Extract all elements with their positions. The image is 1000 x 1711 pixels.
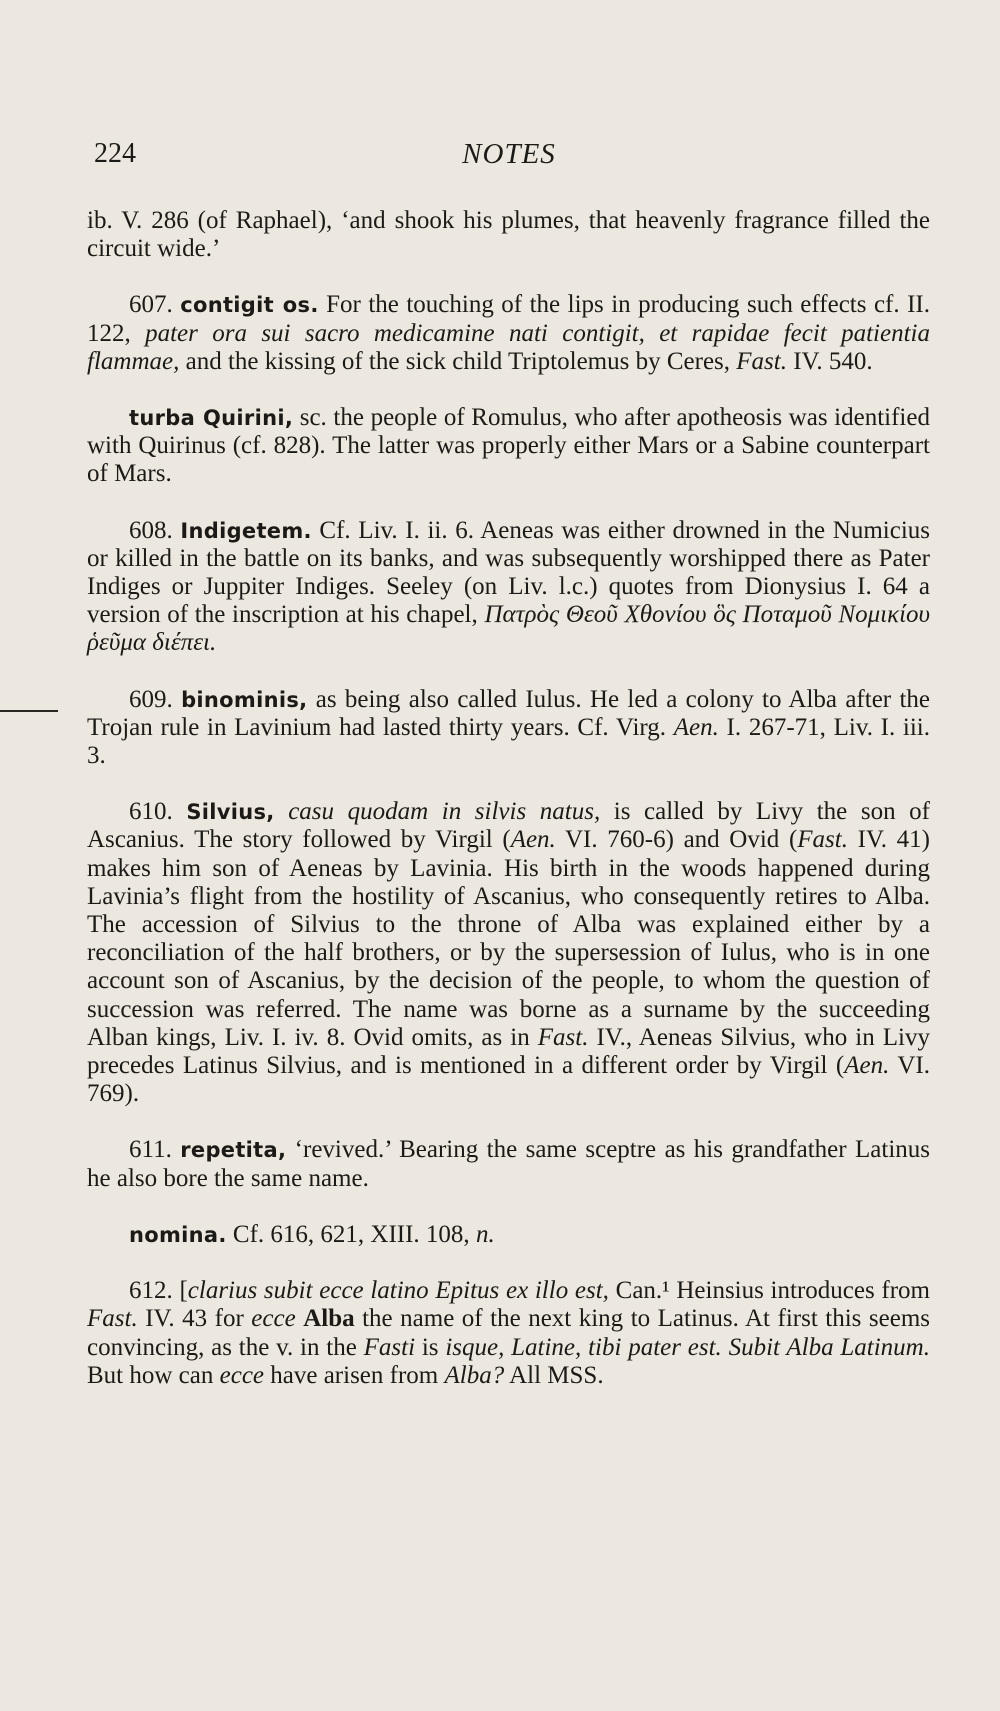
note-turba bbox=[87, 404, 930, 489]
note-number: 607. bbox=[129, 291, 173, 319]
quotation: isque, Latine, tibi pater est. Subit Alba Latinum. bbox=[445, 1333, 930, 1361]
note-text: IV. 43 for bbox=[137, 1305, 252, 1333]
lemma: Alba bbox=[303, 1305, 355, 1333]
note-number: 612. bbox=[129, 1277, 173, 1305]
margin-mark bbox=[0, 710, 58, 712]
quotation: ecce bbox=[251, 1305, 296, 1333]
quotation: casu quodam in silvis natus, bbox=[288, 798, 601, 826]
note-text: and the kissing of the sick child Triptolemus by Ceres, bbox=[179, 347, 737, 375]
note-text: IV. 540. bbox=[786, 347, 873, 375]
citation: Fast. bbox=[797, 826, 848, 854]
citation: Fast. bbox=[736, 347, 787, 375]
note-number: 608. bbox=[129, 516, 173, 544]
citation: Aen. bbox=[510, 826, 556, 854]
note-612 bbox=[87, 1277, 930, 1390]
note-number: 611. bbox=[129, 1136, 172, 1164]
note-text: is bbox=[415, 1333, 446, 1361]
note-text: IV. 41) makes him son of Aeneas by Lavinia. His birth in the woods happened during Lavinia’s flight from the hostility of Ascanius, who consequently retires to Alba. The accession of Silvius to the throne of Alba was explained either by a reconciliation of the half brothers, or by the supersession of Iulus, who is in one account son of Ascanius, by the decision of the people, to whom the question of succession was referred. The name was borne as a surname by the succeeding Alban kings, Liv. I. iv. 8. Ovid omits, as in bbox=[87, 826, 931, 1051]
lemma: binominis, bbox=[181, 687, 308, 712]
note-611 bbox=[87, 1136, 930, 1192]
note-text: ib. V. 286 (of Raphael), ‘and shook his plumes, that heavenly fragrance filled the circuit wide.’ bbox=[87, 207, 930, 263]
note-text: IV., Aeneas Silvius, who in Livy precedes Latinus Silvius, and is mentioned in a different order by Virgil ( bbox=[87, 1023, 930, 1080]
note-paragraph bbox=[87, 207, 930, 263]
note-text: as being also called Iulus. He led a colony to Alba after the Trojan rule in Lavinium had lasted thirty years. Cf. Virg. bbox=[87, 685, 930, 741]
note-text: the name of the next king to Latinus. At first this seems convincing, as the v. in the bbox=[87, 1305, 931, 1361]
citation: Aen. bbox=[844, 1052, 890, 1080]
note-text: [ bbox=[172, 1277, 188, 1305]
note-number: 609. bbox=[129, 685, 173, 713]
note-text: Cf. 616, 621, XIII. 108, bbox=[226, 1220, 476, 1248]
page-number: 224 bbox=[94, 138, 136, 169]
note-text: I. 267-71, Liv. I. iii. 3. bbox=[87, 713, 931, 770]
citation: Fast. bbox=[537, 1023, 589, 1051]
note-text: ‘revived.’ Bearing the same sceptre as his grandfather Latinus he also bore the same name. bbox=[87, 1136, 931, 1192]
note-text: But how can bbox=[87, 1361, 220, 1389]
note-ref: n. bbox=[475, 1220, 495, 1248]
lemma: Silvius, bbox=[186, 800, 275, 825]
lemma: nomina. bbox=[129, 1222, 227, 1247]
citation: Aen. bbox=[673, 713, 719, 741]
note-609 bbox=[87, 686, 930, 771]
lemma: contigit os. bbox=[180, 293, 319, 318]
note-text: VI. 769). bbox=[87, 1052, 930, 1108]
note-number: 610. bbox=[129, 798, 173, 826]
quotation: clarius subit ecce latino Epitus ex illo est, bbox=[187, 1277, 609, 1305]
notes-body bbox=[87, 207, 930, 1390]
quotation: Alba? bbox=[444, 1361, 505, 1389]
citation: Fast. bbox=[87, 1305, 138, 1333]
note-607 bbox=[87, 291, 930, 376]
quotation: ecce bbox=[219, 1361, 265, 1389]
note-text: For the touching of the lips in producing such effects cf. II. 122, bbox=[87, 291, 931, 347]
lemma: repetita, bbox=[180, 1138, 287, 1163]
quotation: pater ora sui sacro medicamine nati contigit, et rapidae fecit patientia flammae, bbox=[87, 319, 930, 375]
lemma: Indigetem. bbox=[180, 518, 312, 543]
lemma: turba Quirini, bbox=[129, 406, 294, 431]
page-header bbox=[94, 138, 924, 178]
note-text: have arisen from bbox=[264, 1361, 445, 1389]
running-head: NOTES bbox=[462, 138, 556, 170]
citation: Fasti bbox=[363, 1333, 416, 1361]
note-text: Can.¹ Heinsius introduces from bbox=[608, 1277, 930, 1305]
greek-inscription: Πατρὸς Θεοῦ Χθονίου ὃς Ποταμοῦ Νομικίου ῥεῦμα διέπει. bbox=[87, 601, 930, 657]
note-text: sc. the people of Romulus, who after apotheosis was identified with Quirinus (cf. 828). The latter was properly either Mars or a Sabine counterpart of Mars. bbox=[87, 404, 930, 488]
note-text: All MSS. bbox=[504, 1361, 604, 1389]
note-text: is called by Livy the son of Ascanius. The story followed by Virgil ( bbox=[87, 798, 931, 854]
note-608 bbox=[87, 517, 930, 658]
note-text: VI. 760-6) and Ovid ( bbox=[555, 826, 798, 854]
note-nomina bbox=[87, 1221, 930, 1249]
note-610 bbox=[87, 798, 930, 1108]
note-text: Cf. Liv. I. ii. 6. Aeneas was either drowned in the Numicius or killed in the battle on its banks, and was subsequently worshipped there as Pater Indiges or Juppiter Indiges. Seeley (on Liv. l.c.) quotes from Dionysius I. 64 a version of the inscription at his chapel, bbox=[87, 516, 930, 629]
